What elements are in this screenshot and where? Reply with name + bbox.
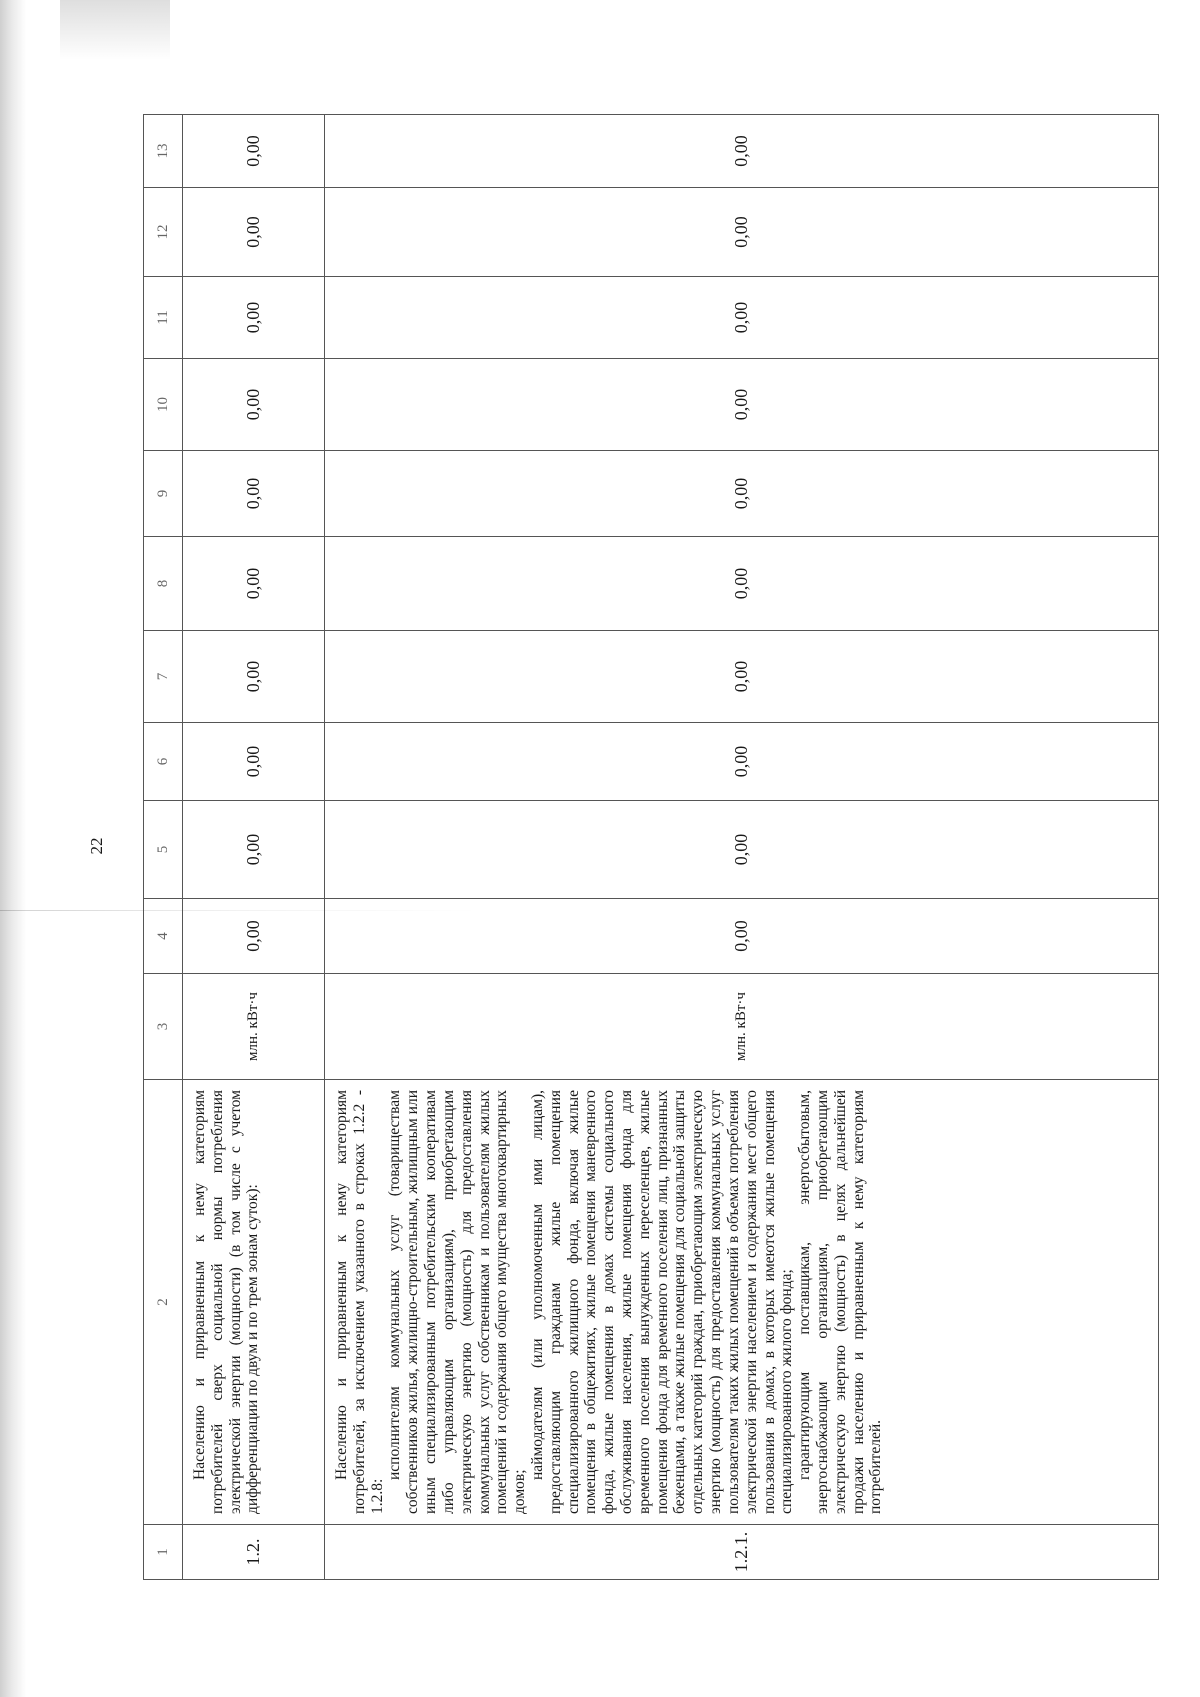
scan-shadow-corner: [60, 0, 170, 60]
value-cell: 0,00: [183, 631, 325, 723]
header-cell: 8: [144, 537, 183, 631]
value-cell: 0,00: [183, 188, 325, 277]
header-cell: 12: [144, 188, 183, 277]
value-cell: 0,00: [325, 115, 1159, 188]
value-cell: 0,00: [325, 723, 1159, 801]
value-cell: 0,00: [325, 899, 1159, 974]
header-cell: 7: [144, 631, 183, 723]
value-cell: 0,00: [325, 451, 1159, 537]
row-description: [183, 1080, 325, 1525]
value-cell: 0,00: [325, 277, 1159, 359]
description-paragraph: исполнителям коммунальных услуг (товариществам собственников жилья, жилищно-строительным, жилищным или иным специализированным потребительским кооперативам либо управляющим организациям), приобретающим электрическую энергию (мощность) для предоставления коммунальных услуг собственникам и пользователям жилых помещений и содержания общего имущества многоквартирных домов;: [386, 1090, 529, 1514]
header-cell: 3: [144, 974, 183, 1080]
unit-cell: млн. кВт·ч: [325, 974, 1159, 1080]
row-number: 1.2.1.: [325, 1525, 1159, 1580]
table-row: [183, 115, 325, 1580]
header-cell: 5: [144, 801, 183, 899]
value-cell: 0,00: [325, 631, 1159, 723]
header-cell: 9: [144, 451, 183, 537]
header-cell: 10: [144, 359, 183, 451]
value-cell: 0,00: [183, 277, 325, 359]
value-cell: 0,00: [183, 359, 325, 451]
row-number: 1.2.: [183, 1525, 325, 1580]
value-cell: 0,00: [183, 899, 325, 974]
value-cell: 0,00: [183, 723, 325, 801]
header-cell: 1: [144, 1525, 183, 1580]
value-cell: 0,00: [325, 188, 1159, 277]
value-cell: 0,00: [325, 801, 1159, 899]
value-cell: 0,00: [183, 115, 325, 188]
table-row: [325, 115, 1159, 1580]
value-cell: 0,00: [183, 801, 325, 899]
description-paragraph: Населению и приравненным к нему категориям потребителей сверх социальной нормы потребления электрической энергии (мощности) (в том числе с учетом дифференциации по двум и по трем зонам суток):: [191, 1090, 262, 1514]
value-cell: 0,00: [183, 451, 325, 537]
table-header-row: [144, 115, 183, 1580]
header-cell: 6: [144, 723, 183, 801]
row-description: [325, 1080, 1159, 1525]
header-cell: 11: [144, 277, 183, 359]
page-number: 22: [87, 837, 106, 855]
description-paragraph: Населению и приравненным к нему категориям потребителей, за исключением указанного в строках 1.2.2 - 1.2.8:: [333, 1090, 386, 1514]
value-cell: 0,00: [325, 359, 1159, 451]
unit-cell: млн. кВт·ч: [183, 974, 325, 1080]
tariff-table: [143, 114, 1159, 1580]
header-cell: 13: [144, 115, 183, 188]
value-cell: 0,00: [325, 537, 1159, 631]
value-cell: 0,00: [183, 537, 325, 631]
header-cell: 2: [144, 1080, 183, 1525]
description-paragraph: наймодателям (или уполномоченным ими лицам), предоставляющим гражданам жилые помещения специализированного жилищного фонда, включая жилые помещения в общежитиях, жилые помещения маневренного фонда, жилые помещения в домах системы социального обслуживания населения, жилые помещения фонда для временного поселения вынужденных переселенцев, жилые помещения фонда для временного поселения лиц, признанных беженцами, а также жилые помещения для социальной защиты отдельных категорий граждан, приобретающим электрическую энергию (мощность) для предоставления коммунальных услуг пользователям таких жилых помещений в объемах потребления электрической энергии населением и содержания мест общего пользования в домах, в которых имеются жилые помещения специализированного жилого фонда;: [528, 1090, 796, 1514]
rotated-table-container: [143, 115, 1123, 1580]
header-cell: 4: [144, 899, 183, 974]
scan-shadow-edge: [0, 0, 26, 1697]
description-paragraph: гарантирующим поставщикам, энергосбытовым, энергоснабжающим организациям, приобретающим электрическую энергию (мощность) в целях дальнейшей продажи населению и приравненным к нему категориям потребителей.: [796, 1090, 885, 1514]
